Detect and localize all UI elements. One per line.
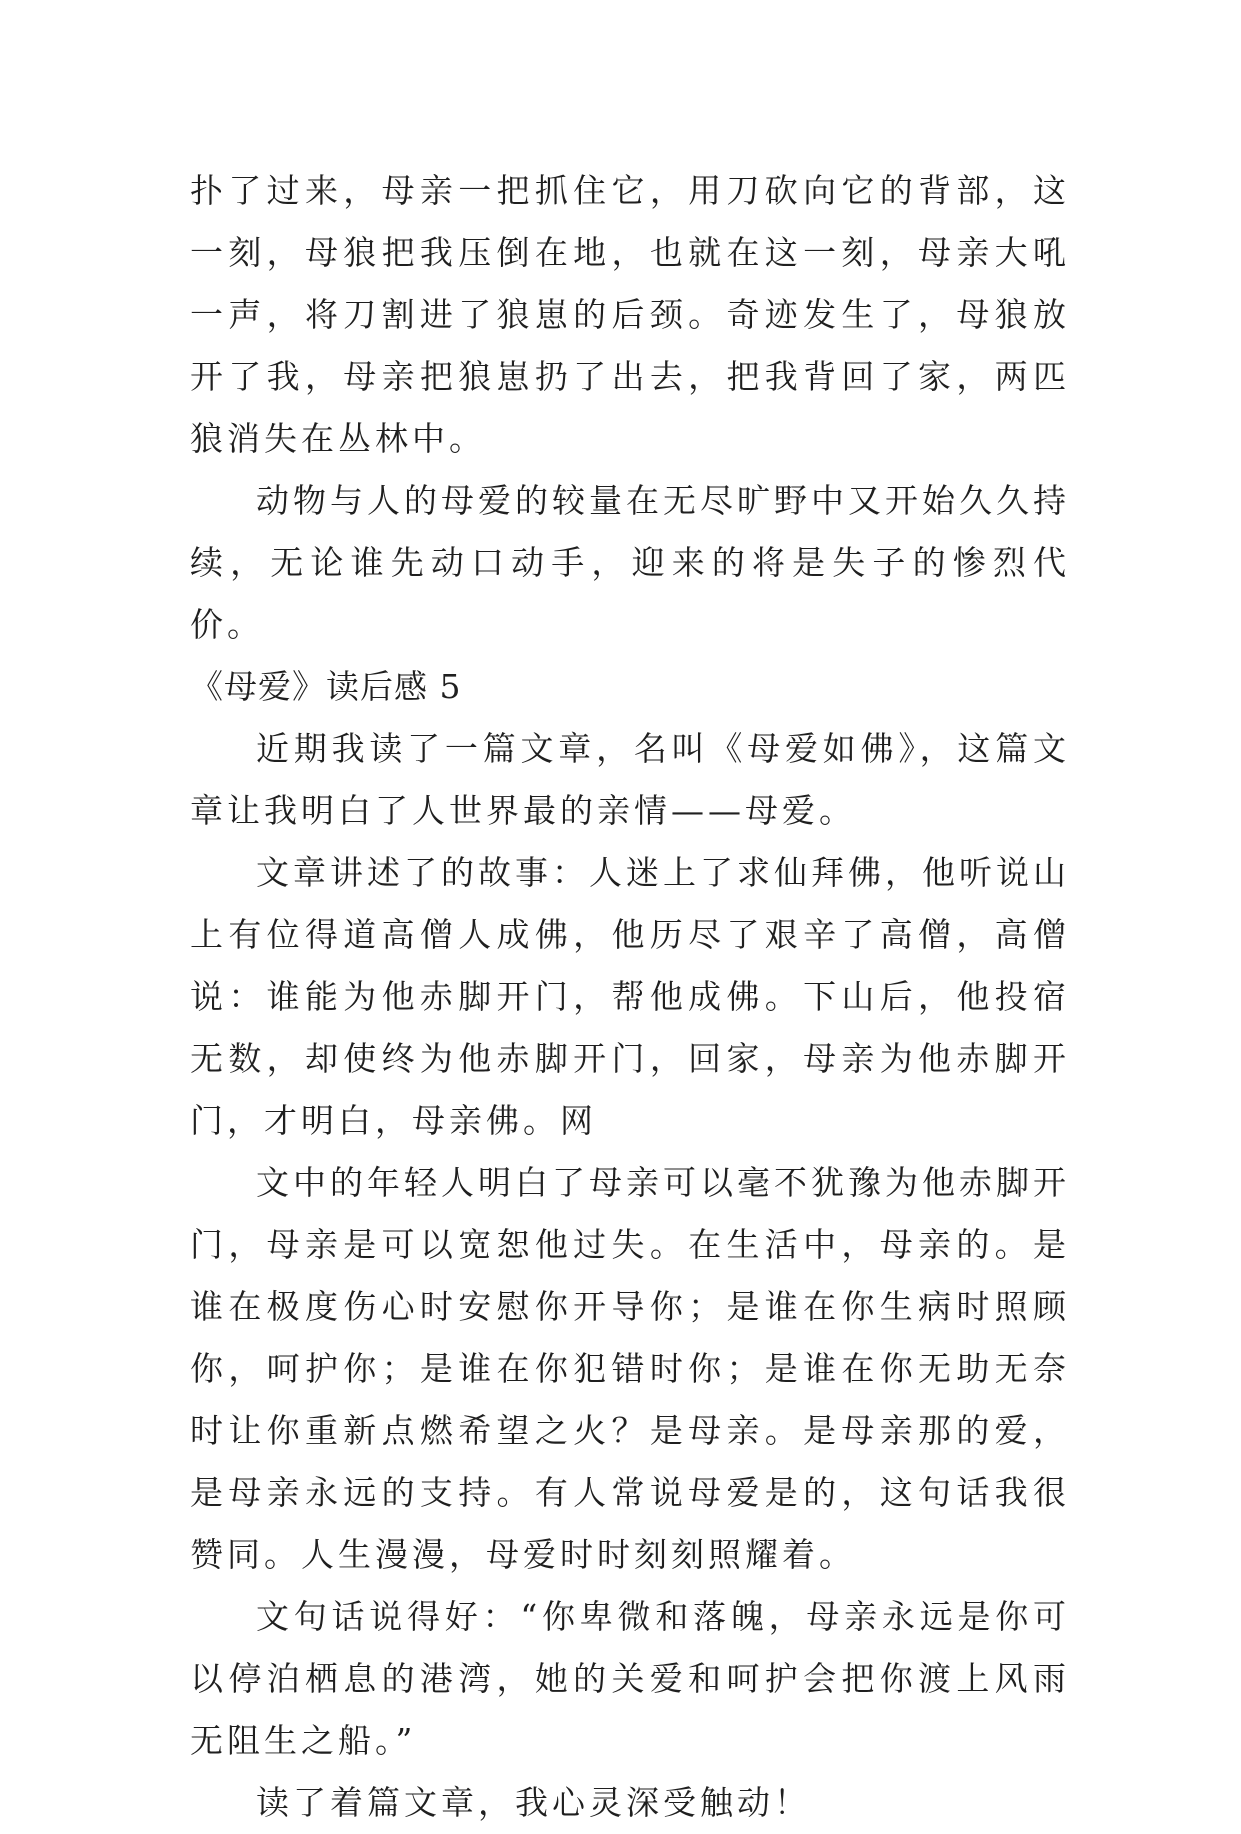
paragraph-story-summary: 文章讲述了的故事：人迷上了求仙拜佛，他听说山上有位得道高僧人成佛，他历尽了艰辛了高僧，高僧说：谁能为他赤脚开门，帮他成佛。下山后，他投宿无数，却使终为他赤脚开门，回家，母亲为他赤脚开门，才明白，母亲佛。网: [190, 853, 1070, 1140]
paragraph-conclusion: 读了着篇文章，我心灵深受触动！: [256, 1783, 811, 1822]
paragraph-intro: 近期我读了一篇文章，名叫《母爱如佛》，这篇文章让我明白了人世界最的亲情——母爱。: [190, 729, 1070, 830]
paragraph-quote: 文句话说得好：“你卑微和落魄，母亲永远是你可以停泊栖息的港湾，她的关爱和呵护会把你渡上风雨无阻生之船。”: [190, 1597, 1070, 1760]
paragraph-reflection: 文中的年轻人明白了母亲可以毫不犹豫为他赤脚开门，母亲是可以宽恕他过失。在生活中，母亲的。是谁在极度伤心时安慰你开导你；是谁在你生病时照顾你，呵护你；是谁在你犯错时你；是谁在你无助无奈时让你重新点燃希望之火？是母亲。是母亲那的爱，是母亲永远的支持。有人常说母爱是的，这句话我很赞同。人生漫漫，母爱时时刻刻照耀着。: [190, 1163, 1070, 1574]
paragraph-maternal-contest: 动物与人的母爱的较量在无尽旷野中又开始久久持续，无论谁先动口动手，迎来的将是失子的惨烈代价。: [190, 481, 1070, 644]
section-title: 《母爱》读后感 5: [190, 667, 462, 706]
paragraph-wolf-story-ending: 扑了过来，母亲一把抓住它，用刀砍向它的背部，这一刻，母狼把我压倒在地，也就在这一刻，母亲大吼一声，将刀割进了狼崽的后颈。奇迹发生了，母狼放开了我，母亲把狼崽扔了出去，把我背回了家，两匹狼消失在丛林中。: [190, 171, 1070, 458]
document-body: [190, 160, 1070, 1834]
